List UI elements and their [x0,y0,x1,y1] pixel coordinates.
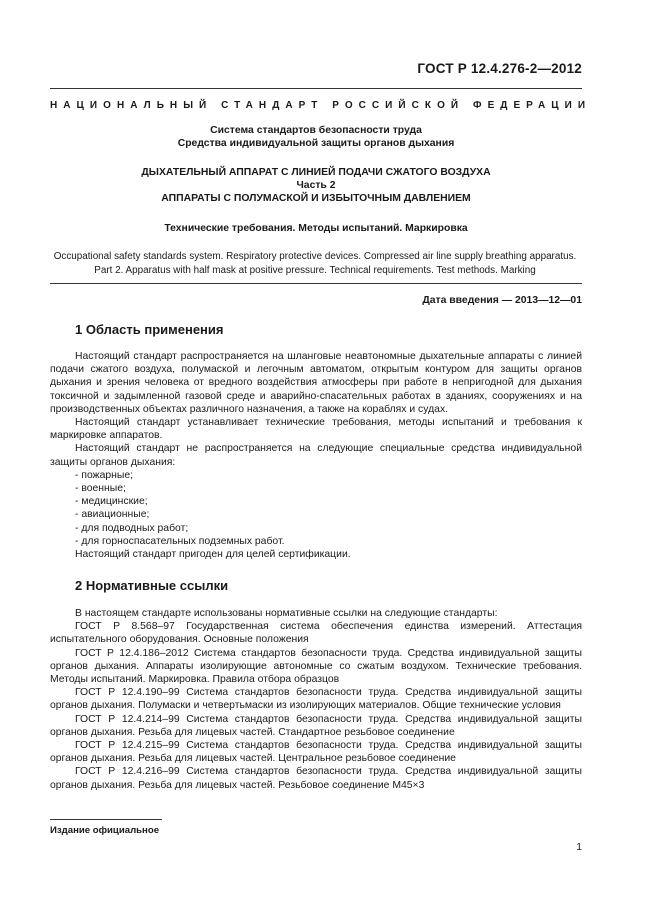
page-number: 1 [576,842,582,853]
main-title-part: Часть 2 [296,180,336,191]
section-2-body [50,607,582,792]
series-title-line-2: Средства индивидуальной защиты органов дыхания [177,138,455,149]
list-item: - для подводных работ; [75,522,189,534]
normative-reference: ГОСТ Р 12.4.215–99 Система стандартов безопасности труда. Средства индивидуальной защиты органов дыхания. Резьба для лицевых частей. Центральное резьбовое соединение [50,740,582,765]
section-2-heading: 2 Нормативные ссылки [75,578,229,593]
list-item: - для горноспасательных подземных работ. [75,535,285,547]
list-item: - авиационные; [75,509,150,521]
footer-rule [50,819,162,820]
series-title-line-1: Система стандартов безопасности труда [210,125,422,136]
section-2-intro: В настоящем стандарте использованы нормативные ссылки на следующие стандарты: [75,608,498,619]
official-edition-label: Издание официальное [50,825,160,836]
header-rule [50,88,582,89]
section-1-paragraph-2: Настоящий стандарт устанавливает технические требования, методы испытаний и требования к маркировке аппаратов. [50,417,582,442]
main-title-line-1: ДЫХАТЕЛЬНЫЙ АППАРАТ С ЛИНИЕЙ ПОДАЧИ СЖАТОГО ВОЗДУХА [141,167,491,178]
normative-reference: ГОСТ Р 12.4.190–99 Система стандартов безопасности труда. Средства индивидуальной защиты органов дыхания. Полумаски и четвертьмаски из изолирующих материалов. Общие технические условия [50,687,582,712]
main-title [50,166,582,205]
list-item: - пожарные; [75,469,134,481]
title-rule [50,283,582,284]
section-1-paragraph-3: Настоящий стандарт не распространяется на следующие специальные средства индивидуальной защиты органов дыхания: [50,443,582,468]
normative-reference: ГОСТ Р 12.4.186–2012 Система стандартов безопасности труда. Средства индивидуальной защиты органов дыхания. Аппараты изолирующие автономные со сжатым воздухом. Технические требования. Методы испытаний. Маркировка. Правила отбора образцов [50,647,582,686]
section-1-body [50,350,582,561]
normative-reference: ГОСТ Р 12.4.216–99 Система стандартов безопасности труда. Средства индивидуальной защиты органов дыхания. Резьба для лицевых частей. Резьбовое соединение М45×3 [50,766,582,791]
national-standard-title: НАЦИОНАЛЬНЫЙ СТАНДАРТ РОССИЙСКОЙ ФЕДЕРАЦИИ [50,100,592,111]
main-title-line-3: АППАРАТЫ С ПОЛУМАСКОЙ И ИЗБЫТОЧНЫМ ДАВЛЕНИЕМ [161,193,471,204]
list-item: - медицинские; [75,496,148,508]
document-subtitle: Технические требования. Методы испытаний. Маркировка [164,223,468,234]
series-title [50,124,582,150]
normative-reference: ГОСТ Р 12.4.214–99 Система стандартов безопасности труда. Средства индивидуальной защиты органов дыхания. Резьба для лицевых частей. Стандартное резьбовое соединение [50,713,582,738]
section-1-paragraph-4: Настоящий стандарт пригоден для целей сертификации. [75,549,351,561]
english-title: Occupational safety standards system. Respiratory protective devices. Compressed air line supply breathing apparatus. Part 2. Apparatus with half mask at positive pressure. Technical requirements. Test methods. Marking [53,251,577,276]
introduction-date: Дата введения — 2013—12—01 [422,295,582,306]
section-1-paragraph-1: Настоящий стандарт распространяется на шланговые неавтономные дыхательные аппараты с линией подачи сжатого воздуха, полумаской и легочным автоматом, открытым контуром для защиты органов дыхания и зрения человека от вредного воздействия атмосферы при работе в непригодной для дыхания токсичной и задымленной газовой среде и аварийно-спасательных работах в зданиях, сооружениях и на производственных объектах различного назначения, а также на кораблях и судах. [50,351,582,415]
document-number: ГОСТ Р 12.4.276-2—2012 [417,61,582,76]
normative-reference: ГОСТ Р 8.568–97 Государственная система обеспечения единства измерений. Аттестация испытательного оборудования. Основные положения [50,621,582,646]
section-1-heading: 1 Область применения [75,322,224,337]
list-item: - военные; [75,483,126,495]
